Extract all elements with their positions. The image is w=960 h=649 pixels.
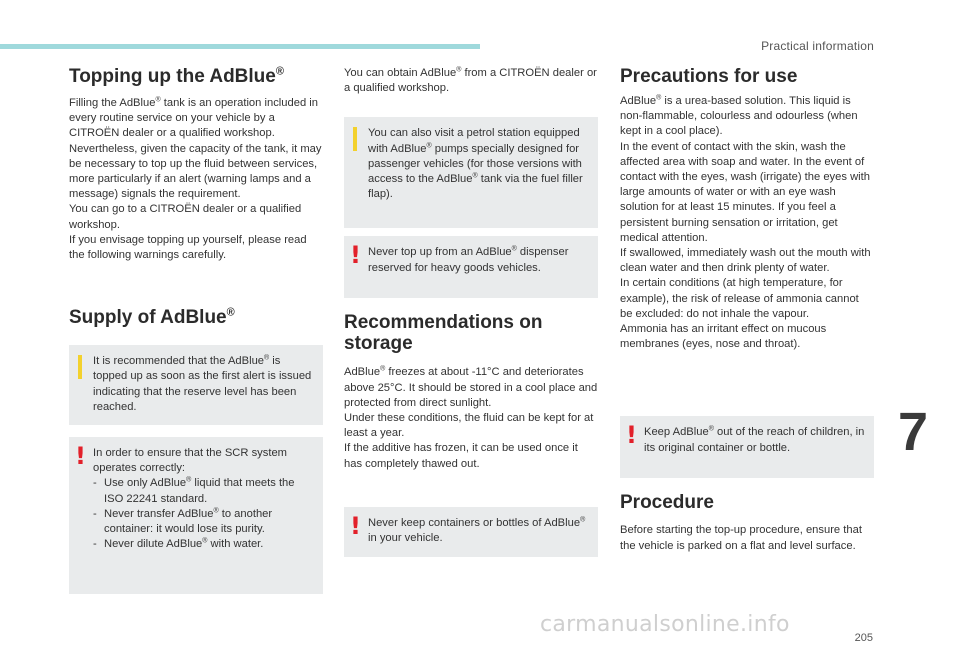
supply-warning-intro: In order to ensure that the SCR system operates correctly:: [93, 447, 288, 475]
exclamation-icon: !: [350, 241, 361, 270]
precautions-heading: Precautions for use: [620, 66, 798, 87]
children-warning-box: ! Keep AdBlue® out of the reach of children, in its original container or bottle.: [620, 416, 874, 478]
supply-info-box: It is recommended that the AdBlue® is topped up as soon as the first alert is issued indicating that the reserve level has been reached.: [69, 345, 323, 425]
column-3: [620, 66, 874, 554]
exclamation-icon: !: [350, 511, 361, 540]
precautions-paragraph-4: In certain conditions (at high temperature, for example), the risk of release of ammonia cannot be excluded: do not inhale the vapour.: [620, 277, 859, 320]
section-title: Practical information: [761, 39, 874, 53]
precautions-paragraph-3: If swallowed, immediately wash out the mouth with clean water and then drink plenty of water.: [620, 247, 871, 275]
column-1: [69, 66, 323, 594]
info-bar-icon: [353, 127, 357, 151]
list-item: - Never dilute AdBlue® with water.: [93, 537, 315, 552]
watermark: carmanualsonline.info: [540, 612, 790, 637]
page-number: 205: [854, 632, 873, 644]
supply-warning-list: [93, 476, 315, 552]
topping-paragraph-4: If you envisage topping up yourself, please read the following warnings carefully.: [69, 233, 307, 262]
storage-heading: Recommendations on storage: [344, 312, 543, 355]
topping-paragraph-2: Nevertheless, given the capacity of the tank, it may be necessary to top up the fluid between services, more particularly if an alert (warning lamps and a message) signals the requirement.: [69, 142, 322, 201]
precautions-paragraph-5: Ammonia has an irritant effect on mucous membranes (eyes, nose and throat).: [620, 323, 827, 351]
header-accent-bar: [0, 44, 480, 49]
storage-paragraph-3: If the additive has frozen, it can be used once it has completely thawed out.: [344, 442, 578, 470]
containers-warning-box: ! Never keep containers or bottles of AdBlue® in your vehicle.: [344, 507, 598, 557]
storage-paragraph-2: Under these conditions, the fluid can be kept for at least a year.: [344, 412, 594, 440]
precautions-paragraph-1: AdBlue® is a urea-based solution. This liquid is non-flammable, colourless and odourless (when kept in a cool place).: [620, 94, 858, 138]
procedure-heading: Procedure: [620, 492, 714, 514]
topping-paragraph-3: You can go to a CITROËN dealer or a qualified workshop.: [69, 203, 302, 231]
exclamation-icon: !: [75, 442, 86, 471]
supply-heading: Supply of AdBlue®: [69, 306, 235, 329]
storage-paragraph-1: AdBlue® freezes at about -11°C and deteriorates above 25°C. It should be stored in a cool place and protected from direct sunlight.: [344, 365, 598, 409]
exclamation-icon: !: [626, 421, 637, 450]
column-2: [344, 66, 598, 557]
precautions-paragraph-2: In the event of contact with the skin, wash the affected area with soap and water. In the event of contact with the eyes, wash (irrigate) the eyes with large amounts of water or with an eye wash solution for at least 15 minutes. If you feel a persistent burning sensation or irritation, get medical attention.: [620, 140, 870, 244]
procedure-paragraph-1: Before starting the top-up procedure, ensure that the vehicle is parked on a flat and level surface.: [620, 524, 862, 552]
list-item: - Never transfer AdBlue® to another container: it would lose its purity.: [93, 507, 315, 537]
list-item: - Use only AdBlue® liquid that meets the ISO 22241 standard.: [93, 476, 315, 506]
topping-paragraph-1: Filling the AdBlue® tank is an operation included in every routine service on your vehicle by a CITROËN dealer or a qualified workshop.: [69, 96, 318, 140]
info-bar-icon: [78, 355, 82, 379]
supply-warning-box: [69, 437, 323, 594]
obtain-paragraph: You can obtain AdBlue® from a CITROËN dealer or a qualified workshop.: [344, 66, 597, 95]
hgv-warning-box: ! Never top up from an AdBlue® dispenser reserved for heavy goods vehicles.: [344, 236, 598, 298]
chapter-number: 7: [898, 402, 929, 462]
topping-up-heading: Topping up the AdBlue®: [69, 65, 284, 87]
petrol-station-info-box: You can also visit a petrol station equipped with AdBlue® pumps specially designed for passenger vehicles (for those versions with access to the AdBlue® tank via the fuel filler flap).: [344, 117, 598, 228]
